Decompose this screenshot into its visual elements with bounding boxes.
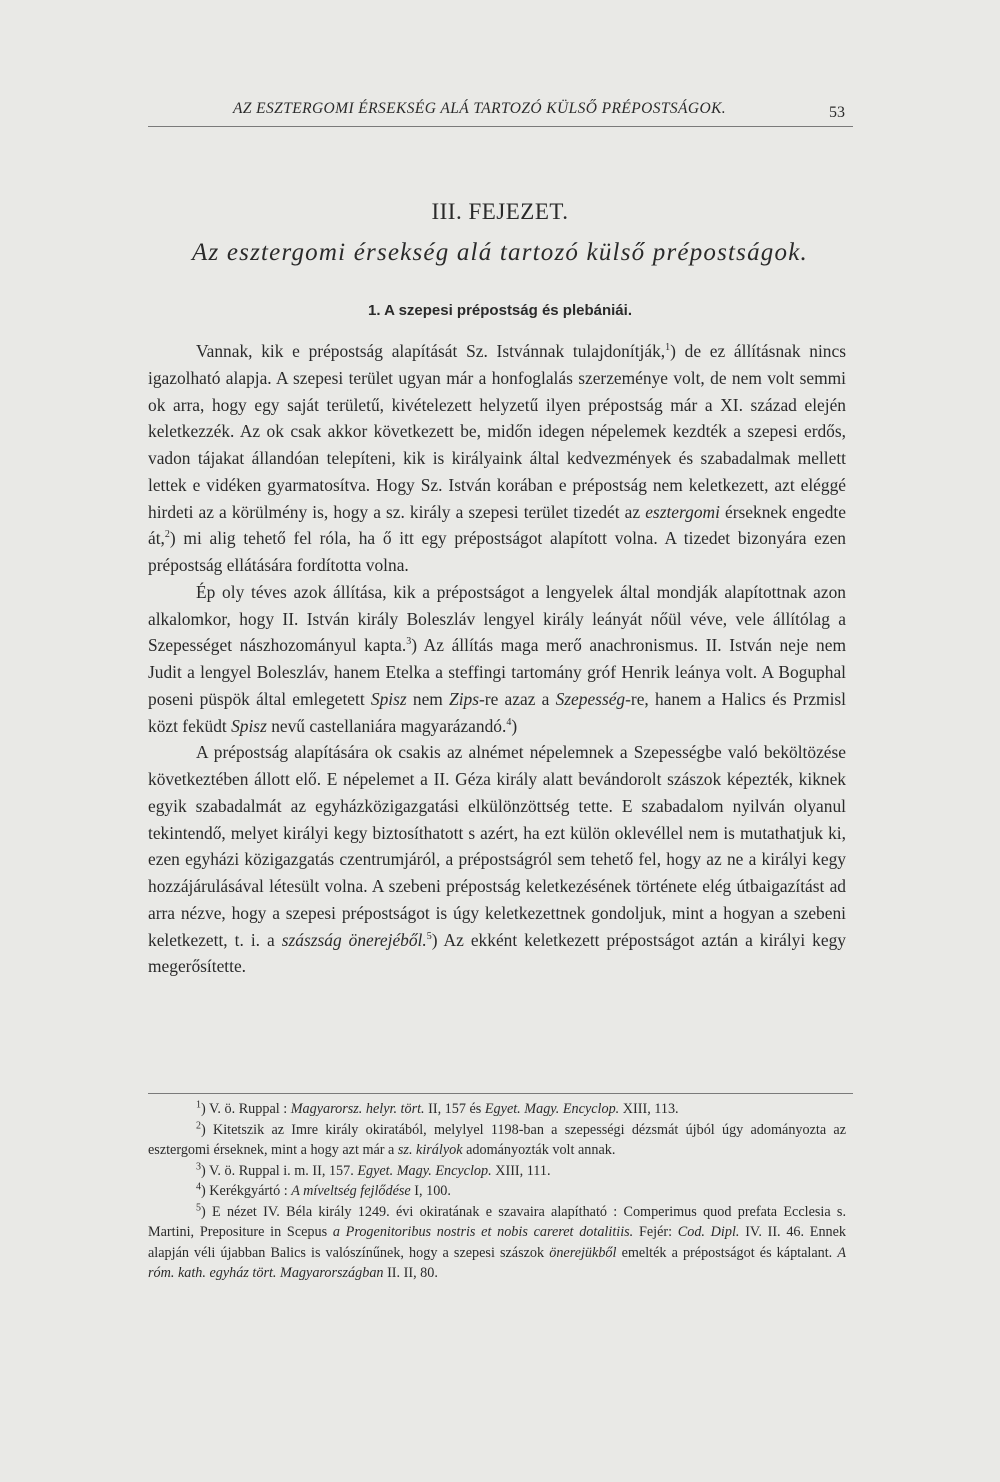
- italic-term: szászság önerejéből.: [281, 929, 427, 950]
- text-run: ) V. ö. Ruppal :: [201, 1101, 291, 1117]
- italic-citation: Magyarorsz. helyr. tört.: [290, 1101, 425, 1117]
- footnote-marker: 3: [196, 1160, 201, 1172]
- text-run: ) Kitetszik az Imre király okiratából, melylyel 1198-ban a szepességi dézsmát újból úgy adományozta az esztergomi érseknek, mint a hogy azt már a: [148, 1121, 846, 1158]
- footnote-ref: 4: [506, 716, 512, 728]
- footnote-3: [148, 1161, 846, 1182]
- header-rule: [148, 126, 853, 127]
- running-head: AZ ESZTERGOMI ÉRSEKSÉG ALÁ TARTOZÓ KÜLSŐ PRÉPOSTSÁGOK.: [233, 100, 727, 117]
- text-run: érseknek engedte át,: [148, 501, 846, 549]
- text-run: emelték a prépostságot és káptalant.: [616, 1244, 838, 1261]
- footnote-ref: 1: [665, 342, 671, 354]
- italic-term: Zips: [449, 688, 480, 709]
- paragraph-2: [148, 579, 846, 740]
- footnote-4: [148, 1181, 846, 1202]
- text-run: -re, hanem a Halics és Przmisl közt feküdt: [148, 688, 846, 736]
- italic-citation: önerejükből: [549, 1244, 617, 1261]
- footnote-marker: 2: [196, 1119, 201, 1131]
- footnotes: [148, 1099, 846, 1284]
- text-run: Ép oly téves azok állítása, kik a prépostságot a lengyelek által mondják alapítottnak azon alkalomkor, hogy II. István király Boleszláv lengyel király leányát nőül véve, vele állítólag a Szepességet nászhozományul kapta.: [148, 581, 846, 656]
- italic-citation: A míveltség fejlődése: [291, 1183, 411, 1199]
- footnote-ref: 5: [426, 930, 432, 942]
- footnote-rule: [148, 1093, 853, 1094]
- italic-citation: a Progenitoribus nostris et nobis careret dotalitiis.: [332, 1224, 634, 1240]
- text-run: A prépostság alapítására ok csakis az alnémet népelemnek a Szepességbe való beköltözése következtében állott elő. E népelemet a II. Géza király alatt bevándorolt szászok képezték, kiknek egyik szabadalmát az egyházközigazgatási elkülönzöttség tette. E szabadalom nyilván olyanul tekintendő, melyet királyi kegy biztosíthatott s azért, ha ezt külön oklevéllel nem is mutathatjuk ki, ezen egyházi közigazgatás czentrumjáról, a prépostságról sem tehető fel, hogy az ne a királyi kegy hozzájárulásával létesült volna. A szebeni prépostság keletkezésének története elég útbaigazítást ad arra nézve, hogy a szepesi prépostságot is úgy keletkezettnek gondoljuk, mint a hogyan a szebeni keletkezett, t. i. a: [148, 742, 846, 950]
- text-run: nevű castellaniára magyarázandó.: [266, 715, 507, 736]
- footnote-ref: 2: [164, 529, 170, 541]
- chapter-title: Az esztergomi érsekség alá tartozó külső prépostságok.: [192, 239, 808, 266]
- body-text: [148, 338, 846, 980]
- text-run: I, 100.: [410, 1183, 451, 1199]
- text-run: -re azaz a: [479, 688, 556, 709]
- italic-citation: Egyet. Magy. Encyclop.: [484, 1101, 620, 1117]
- text-run: IV. II. 46. Ennek alapján véli újabban Balics is valószínűnek, hogy a szepesi szászok: [148, 1224, 847, 1261]
- text-run: Fejér:: [633, 1224, 678, 1240]
- text-run: II, 157 és: [424, 1101, 485, 1117]
- text-run: ) V. ö. Ruppal i. m. II, 157.: [201, 1162, 358, 1179]
- text-run: ) Az ekként keletkezett prépostságot aztán a királyi kegy megerősítette.: [148, 929, 846, 977]
- italic-citation: Egyet. Magy. Encyclop.: [357, 1162, 492, 1179]
- italic-citation: A róm. kath. egyház tört. Magyarországban: [148, 1244, 846, 1281]
- text-run: nem: [406, 688, 450, 709]
- italic-term: Spisz: [370, 688, 407, 709]
- footnote-marker: 5: [196, 1201, 201, 1213]
- text-run: Vannak, kik e prépostság alapítását Sz. Istvánnak tulajdonítják,: [196, 341, 666, 361]
- footnote-marker: 4: [196, 1181, 201, 1193]
- section-title: 1. A szepesi prépostság és plebániái.: [368, 302, 632, 319]
- italic-citation: sz. királyok: [397, 1142, 463, 1158]
- footnote-marker: 1: [196, 1099, 201, 1111]
- footnote-2: [148, 1120, 846, 1161]
- text-run: ) Kerékgyártó :: [201, 1183, 292, 1199]
- text-run: ) de ez állításnak nincs igazolható alapja. A szepesi terület ugyan már a honfoglalás szerzeménye volt, de nem volt semmi ok arra, hogy egy saját területű, kivételezett helyzetű ilyen prépostság már a XI. század elején keletkezzék. Az ok csak akkor következett be, midőn idegen népelemek kezdték a szepesi erdős, vadon tájakat állandóan telepíteni, kik is királyaink által kedvezmények és szabadalmak mellett lettek e vidéken gyarmatosítva. Hogy Sz. István korában e prépostság nem keletkezett, azt eléggé hirdeti az a körülmény is, hogy a sz. király a szepesi terület tizedét az: [148, 341, 846, 522]
- paragraph-3: [148, 739, 846, 980]
- text-run: ) mi alig tehető fel róla, ha ő itt egy prépostságot alapított volna. A tizedet bizonyára ezen prépostság ellátására fordította volna.: [148, 528, 846, 575]
- text-run: XIII, 113.: [619, 1101, 679, 1117]
- text-run: adományozták volt annak.: [462, 1142, 616, 1158]
- text-run: II. II, 80.: [383, 1265, 438, 1281]
- paragraph-1: [148, 338, 846, 579]
- italic-term: esztergomi: [645, 501, 720, 522]
- text-run: ): [511, 715, 518, 736]
- page-number: 53: [829, 104, 845, 121]
- italic-citation: Cod. Dipl.: [677, 1224, 740, 1240]
- text-run: ) Az állítás maga merő anachronismus. II. István neje nem Judit a lengyel Boleszláv, hanem Etelka a steffingi tartomány gróf Henrik leánya volt. A Boguphal poseni püspök által emlegetett: [148, 635, 846, 709]
- footnote-ref: 3: [406, 636, 412, 648]
- text-run: XIII, 111.: [491, 1162, 551, 1179]
- text-run: ) E nézet IV. Béla király 1249. évi okiratának e szavaira alapítható : Comperimus quod prefata Ecclesia s. Martini, Prepositure in Scepus: [148, 1203, 846, 1240]
- footnote-5: [148, 1202, 846, 1284]
- italic-term: Spisz: [231, 715, 267, 736]
- footnote-1: [148, 1099, 846, 1120]
- italic-term: Szepesség: [555, 688, 626, 709]
- chapter-number: III. FEJEZET.: [431, 199, 569, 224]
